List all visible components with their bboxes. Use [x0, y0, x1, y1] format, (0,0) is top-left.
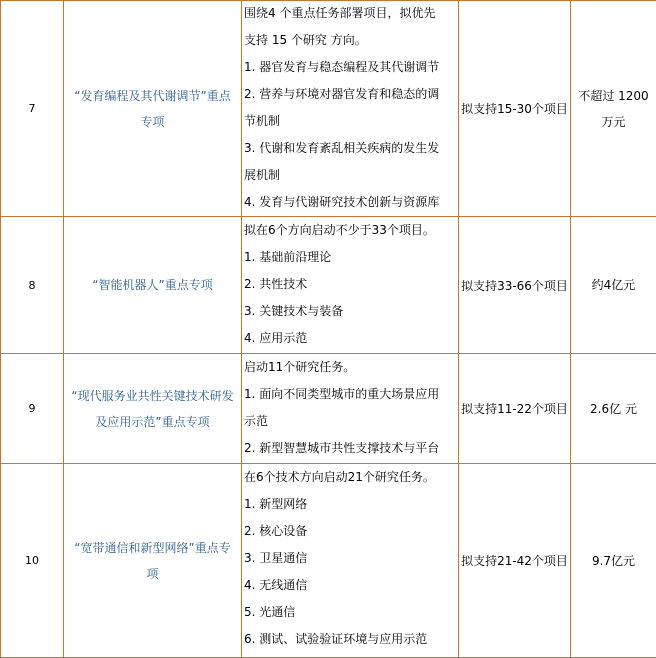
content-line: 节机制 [244, 108, 458, 135]
content-line: 2. 共性技术 [244, 271, 458, 298]
content-line: 1. 器官发育与稳态编程及其代谢调节 [244, 54, 458, 81]
project-support: 拟支持15-30个项目 [459, 1, 571, 217]
content-line: 拟在6个方向启动不少于33个项目。 [244, 217, 458, 244]
content-line: 3. 关键技术与装备 [244, 298, 458, 325]
project-budget: 2.6亿 元 [571, 354, 656, 464]
table-row [1, 217, 656, 354]
project-support: 拟支持11-22个项目 [459, 354, 571, 464]
table-row [1, 464, 656, 658]
content-line: 4. 无线通信 [244, 572, 458, 599]
content-line: 围绕4 个重点任务部署项目，拟优先 [244, 1, 458, 28]
project-name: “现代服务业共性关键技术研发及应用示范”重点专项 [64, 354, 242, 464]
project-name: “智能机器人”重点专项 [64, 217, 242, 354]
content-line: 3. 代谢和发育紊乱相关疾病的发生发 [244, 135, 458, 162]
row-number: 7 [1, 1, 64, 217]
row-number: 10 [1, 464, 64, 658]
content-line: 在6个技术方向启动21个研究任务。 [244, 464, 458, 491]
row-number: 8 [1, 217, 64, 354]
content-line: 启动11个研究任务。 [244, 354, 458, 381]
content-line: 展机制 [244, 162, 458, 189]
content-line: 2. 核心设备 [244, 518, 458, 545]
project-content [242, 217, 459, 354]
content-line: 支持 15 个研究 方向。 [244, 27, 458, 54]
content-line: 6. 测试、试验验证环境与应用示范 [244, 626, 458, 653]
content-line: 示范 [244, 408, 458, 435]
content-line: 2. 营养与环境对器官发育和稳态的调 [244, 81, 458, 108]
project-budget: 约4亿元 [571, 217, 656, 354]
project-support: 拟支持33-66个项目 [459, 217, 571, 354]
project-support: 拟支持21-42个项目 [459, 464, 571, 658]
table-row [1, 354, 656, 464]
content-line: 5. 光通信 [244, 599, 458, 626]
content-line: 1. 面向不同类型城市的重大场景应用 [244, 381, 458, 408]
budget-text: 不超过 1200 万元 [576, 83, 652, 135]
content-line: 4. 发育与代谢研究技术创新与资源库 [244, 189, 458, 216]
project-budget: 9.7亿元 [571, 464, 656, 658]
row-number: 9 [1, 354, 64, 464]
content-line: 2. 新型智慧城市共性支撑技术与平台 [244, 435, 458, 462]
project-content [242, 1, 459, 217]
project-name: “发育编程及其代谢调节”重点专项 [64, 1, 242, 217]
content-line: 1. 新型网络 [244, 491, 458, 518]
project-name: “宽带通信和新型网络”重点专项 [64, 464, 242, 658]
project-budget [571, 1, 656, 217]
table-row [1, 1, 656, 217]
content-line: 1. 基础前沿理论 [244, 244, 458, 271]
content-line: 4. 应用示范 [244, 325, 458, 352]
project-content [242, 464, 459, 658]
content-line: 3. 卫星通信 [244, 545, 458, 572]
project-content [242, 354, 459, 464]
